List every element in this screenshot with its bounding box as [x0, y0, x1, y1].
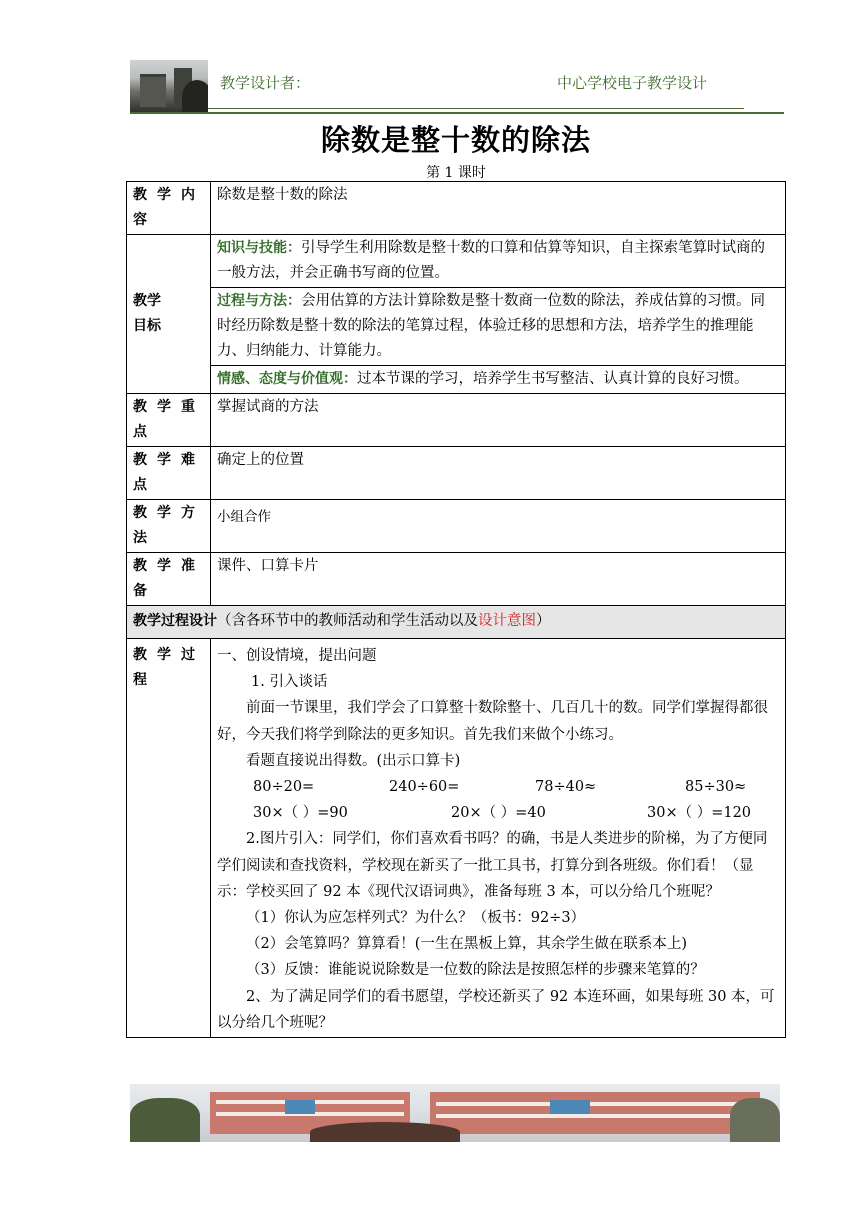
school-label: 中心学校电子教学设计 [557, 74, 708, 92]
row-difficulty [127, 447, 786, 500]
design-note-red: 设计意图 [478, 613, 536, 629]
label-method: 教学方法 [127, 500, 211, 553]
calc-item: 78÷40≈ [535, 779, 597, 796]
goal-attitude-head: 情感、态度与价值观： [217, 371, 357, 387]
row-goals-attitude [127, 366, 786, 394]
value-key-point: 掌握试商的方法 [211, 394, 786, 447]
header-photo [130, 60, 208, 112]
value-prep: 课件、口算卡片 [211, 553, 786, 606]
question-2: （2）会笔算吗？算算看！(一生在黑板上算，其余学生做在联系本上) [246, 936, 688, 953]
question-3: （3）反馈：谁能说说除数是一位数的除法是按照怎样的步骤来笔算的？ [246, 962, 705, 979]
page-title: 除数是整十数的除法 [320, 123, 591, 157]
question-1: （1）你认为应怎样列式？为什么？（板书：92÷3） [246, 910, 586, 927]
paragraph-comics: 2、为了满足同学们的看书愿望，学校还新买了 92 本连环画，如果每班 30 本，可以分给几个班呢？ [217, 988, 775, 1031]
label-goals: 教学 目标 [127, 235, 211, 394]
subsection-heading: 1. 引入谈话 [251, 674, 328, 691]
label-content: 教学内容 [127, 182, 211, 235]
goal-process [211, 288, 786, 366]
goal-knowledge-head: 知识与技能： [217, 240, 301, 256]
row-goals-process [127, 288, 786, 366]
row-process [127, 639, 786, 1038]
design-note-suffix: ） [536, 613, 551, 629]
calc-item: 85÷30≈ [685, 779, 747, 796]
row-design [127, 606, 786, 639]
value-content: 除数是整十数的除法 [211, 182, 786, 235]
calc-item: 80÷20= [253, 779, 315, 796]
calc-row-1 [217, 774, 779, 800]
lesson-period: 第 1 课时 [426, 165, 486, 181]
goal-knowledge-text: 引导学生利用除数是整十数的口算和估算等知识，自主探索笔算时试商的一般方法，并会正确书写商的位置。 [217, 240, 765, 281]
calc-item: 20×（ ）=40 [451, 805, 546, 822]
row-prep [127, 553, 786, 606]
goal-process-text: 会用估算的方法计算除数是整十数商一位数的除法，养成估算的习惯。同时经历除数是整十数的除法的笔算过程，体验迁移的思想和方法，培养学生的推理能力、归纳能力、计算能力。 [217, 293, 765, 359]
value-difficulty: 确定上的位置 [211, 447, 786, 500]
goal-knowledge [211, 235, 786, 288]
paragraph-instruction: 看题直接说出得数。(出示口算卡) [246, 752, 461, 769]
row-content [127, 182, 786, 235]
design-note-prefix: （含各环节中的教师活动和学生活动以及 [217, 613, 478, 629]
paragraph-intro: 前面一节课里，我们学会了口算整十数除整十、几百几十的数。同学们掌握得都很好，今天我们将学到除法的更多知识。首先我们来做个小练习。 [217, 700, 768, 743]
label-key-point: 教学重点 [127, 394, 211, 447]
footer-school-photo [130, 1084, 780, 1142]
row-key-point [127, 394, 786, 447]
label-prep: 教学准备 [127, 553, 211, 606]
row-method [127, 500, 786, 553]
paragraph-picture-intro: 2.图片引入：同学们，你们喜欢看书吗？的确，书是人类进步的阶梯，为了方便同学们阅读和查找资料，学校现在新买了一批工具书，打算分到各班级。你们看！（显示：学校买回了 92 本《现代汉语词典》，准备每班 3 本，可以分给几个班呢？ [217, 831, 768, 900]
goal-process-head: 过程与方法： [217, 293, 301, 309]
section-heading: 一、创设情境，提出问题 [217, 648, 377, 664]
goal-attitude [211, 366, 786, 394]
calc-item: 30×（ ）=90 [253, 805, 348, 822]
process-body [211, 639, 786, 1038]
header-rule-thin [208, 108, 744, 109]
label-process: 教学过程 [127, 639, 211, 1038]
goal-attitude-text: 过本节课的学习，培养学生书写整洁、认真计算的良好习惯。 [357, 371, 749, 387]
header-rule [130, 112, 784, 114]
row-goals [127, 235, 786, 288]
design-header [127, 606, 786, 639]
calc-row-2 [217, 800, 779, 826]
designer-label: 教学设计者： [220, 74, 311, 92]
label-difficulty: 教学难点 [127, 447, 211, 500]
design-label: 教学过程设计 [133, 613, 217, 629]
lesson-plan-table [126, 181, 786, 1038]
calc-item: 240÷60= [389, 779, 460, 796]
value-method: 小组合作 [211, 500, 786, 553]
calc-item: 30×（ ）=120 [647, 805, 752, 822]
